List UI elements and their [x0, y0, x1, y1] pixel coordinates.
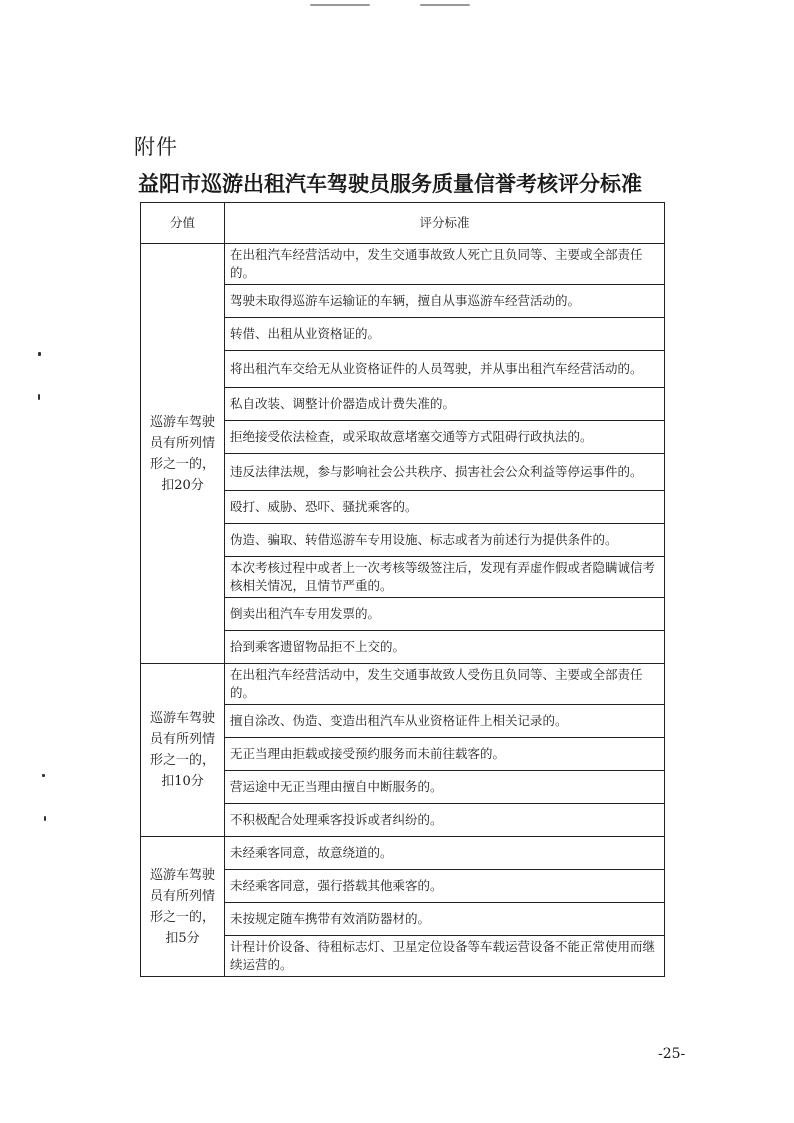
scan-speck [38, 394, 40, 400]
table-row [141, 244, 665, 285]
criterion-cell: 未按规定随车携带有效消防器材的。 [225, 903, 665, 936]
score-cell-10: 巡游车驾驶员有所列情形之一的，扣10分 [141, 664, 225, 837]
criterion-cell: 在出租汽车经营活动中，发生交通事故致人受伤且负同等、主要或全部责任的。 [225, 664, 665, 705]
criterion-cell: 拒绝接受依法检查，或采取故意堵塞交通等方式阻碍行政执法的。 [225, 421, 665, 454]
criterion-cell: 倒卖出租汽车专用发票的。 [225, 598, 665, 631]
document-title: 益阳市巡游出租汽车驾驶员服务质量信誉考核评分标准 [138, 172, 642, 196]
criterion-cell: 伪造、骗取、转借巡游车专用设施、标志或者为前述行为提供条件的。 [225, 524, 665, 557]
table-row [141, 837, 665, 870]
table-row [141, 664, 665, 705]
criterion-cell: 擅自涂改、伪造、变造出租汽车从业资格证件上相关记录的。 [225, 705, 665, 738]
criterion-cell: 无正当理由拒载或接受预约服务而未前往载客的。 [225, 738, 665, 771]
criterion-cell: 未经乘客同意，故意绕道的。 [225, 837, 665, 870]
header-score: 分值 [141, 203, 225, 244]
attachment-label: 附件 [134, 135, 178, 159]
scan-speck [42, 774, 45, 777]
criterion-cell: 在出租汽车经营活动中，发生交通事故致人死亡且负同等、主要或全部责任的。 [225, 244, 665, 285]
scan-speck [44, 816, 46, 821]
criterion-cell: 本次考核过程中或者上一次考核等级签注后，发现有弄虚作假或者隐瞒诚信考核相关情况，且情节严重的。 [225, 557, 665, 598]
criterion-cell: 未经乘客同意，强行搭载其他乘客的。 [225, 870, 665, 903]
score-cell-5: 巡游车驾驶员有所列情形之一的，扣5分 [141, 837, 225, 977]
criterion-cell: 驾驶未取得巡游车运输证的车辆，擅自从事巡游车经营活动的。 [225, 285, 665, 318]
criterion-cell: 拾到乘客遗留物品拒不上交的。 [225, 631, 665, 664]
criterion-cell: 转借、出租从业资格证的。 [225, 318, 665, 351]
page-number: -25- [658, 1046, 686, 1062]
scan-speck [420, 4, 470, 6]
criterion-cell: 不积极配合处理乘客投诉或者纠纷的。 [225, 804, 665, 837]
scoring-table [140, 202, 665, 977]
criterion-cell: 违反法律法规，参与影响社会公共秩序、损害社会公众利益等停运事件的。 [225, 454, 665, 491]
criterion-cell: 营运途中无正当理由擅自中断服务的。 [225, 771, 665, 804]
scan-speck [38, 352, 41, 356]
header-criteria: 评分标准 [225, 203, 665, 244]
criterion-cell: 殴打、威胁、恐吓、骚扰乘客的。 [225, 491, 665, 524]
criterion-cell: 计程计价设备、待租标志灯、卫星定位设备等车载运营设备不能正常使用而继续运营的。 [225, 936, 665, 977]
table-header-row [141, 203, 665, 244]
criterion-cell: 将出租汽车交给无从业资格证件的人员驾驶，并从事出租汽车经营活动的。 [225, 351, 665, 388]
score-cell-20: 巡游车驾驶员有所列情形之一的，扣20分 [141, 244, 225, 664]
scan-speck [310, 4, 370, 6]
criterion-cell: 私自改装、调整计价器造成计费失准的。 [225, 388, 665, 421]
